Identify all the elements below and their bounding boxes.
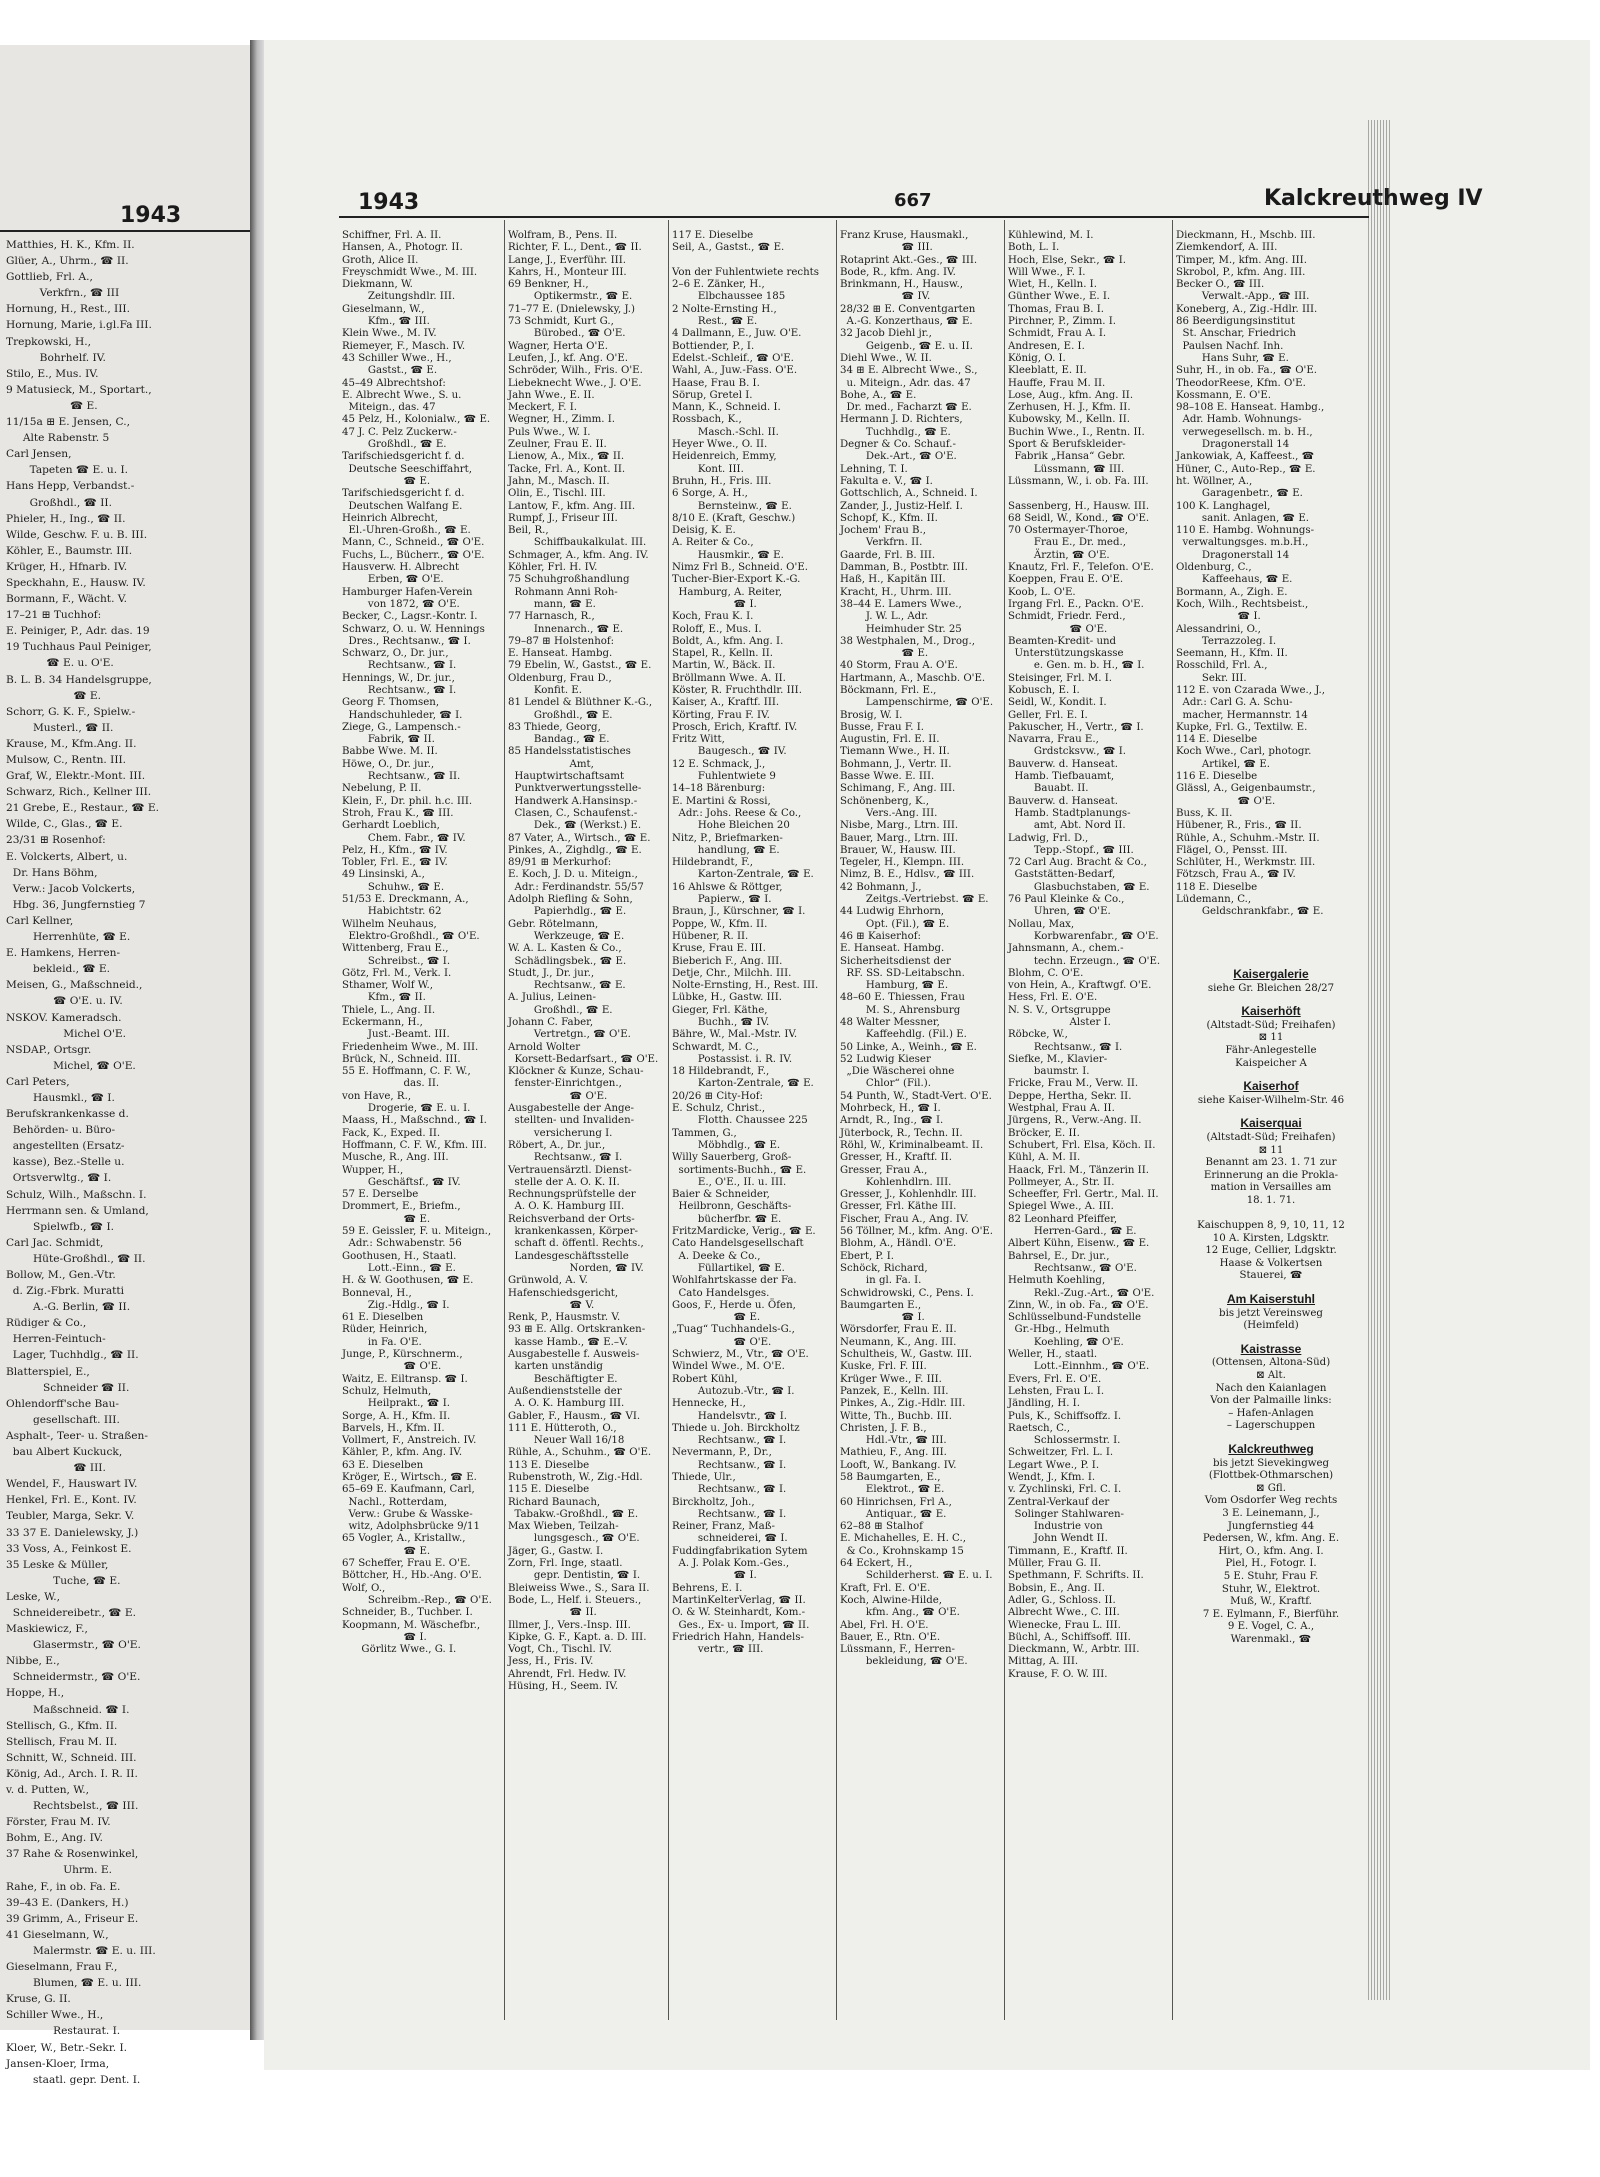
directory-column-2: Wolfram, B., Pens. II. Richter, F. L., Dent., ☎ II. Lange, J., Everführ. III. Kahrs, H., Monteur III. 69 Benkner, H., Optikermstr., ☎ E. 71–77 E. (Dnielewsky, J.) 73 Schmidt, Kurt G., Bürobed., ☎ O'E. Wagner, Herta O'E. Leufen, J., kf. Ang. O'E. Schröder, Wilh., Fris. O'E. Liebeknecht Wwe., J. O'E. Jahn Wwe., E. II. Meckert, F. I. Wegner, H., Zimm. I. Puls Wwe., W. I. Zeulner, Frau E. II. Lienow, A., Mix., ☎ II. Tacke, Frl. A., Kont. II. Jahn, M., Masch. II. Olin, E., Tischl. III. Lantow, F., kfm. Ang. III. Rumpf, J., Friseur III. Beil, R., Schiffbaukalkulat. III. Schmager, A., kfm. Ang. IV. Köhler, Frl. H. IV. 75 Schuhgroßhandlung Rohmann Anni Roh- mann, ☎ E. 77 Harnasch, R., Innenarch., ☎ E. 79–87 ⊞ Holstenhof: E. Hanseat. Hambg. 79 Ebelin, W., Gastst., ☎ E. Oldenburg, Frau D., Konfit. E. 81 Lendel & Blüthner K.-G., Großhdl., ☎ E. 83 Thiede, Georg, Bandag., ☎ E. 85 Handelsstatistisches Amt, Hauptwirtschaftsamt Punktverwertungsstelle- Handwerk A.Hansinsp.- Clasen, C., Schaufenst.- Dek., ☎ (Werkst.) E. 87 Vater, A., Wirtsch., ☎ E. Pinkes, A., Zighdlg., ☎ E. 89/91 ⊞ Merkurhof: E. Koch, J. D. u. Miteign., Adr.: Ferdinandstr. 55/57 Adolph Riefling & Sohn, Papierhdlg., ☎ E. Gebr. Rötelmann, Werkzeuge, ☎ E. W. A. L. Kasten & Co., Schädlingsbek., ☎ E. Studt, J., Dr. jur., Rechtsanw., ☎ E. A. Julius, Leinen- Großhdl., ☎ E. Johann C. Faber, Vertretgn., ☎ O'E. Arnold Wolter Korsett-Bedarfsart., ☎ O'E. Klöckner & Kunze, Schau- fenster-Einrichtgen., ☎ O'E. Ausgabestelle der Ange- stellten- und Invaliden- versicherung I. Röbert, A., Dr. jur., Rechtsanw., ☎ I. Vertrauensärztl. Dienst- stelle der A. O. K. II. Rechnungsprüfstelle der A. O. K. Hamburg III. Reichsverband der Orts- krankenkassen, Körper- schaft d. öffentl. Rechts., Landesgeschäftsstelle Norden, ☎ IV. Grünwold, A. V. Hafenschiedsgericht, ☎ V. Renk, P., Hausmstr. V. 93 ⊞ E. Allg. Ortskranken- kasse Hamb., ☎ E.–V. Ausgabestelle f. Ausweis- karten unständig Beschäftigter E. Außendienststelle der A. O. K. Hamburg III. Gabler, F., Hausm., ☎ VI. 111 E. Hütteroth, O., Neuer Wall 16/18 Rühle, A., Schuhm., ☎ O'E. 113 E. Dieselbe Rubenstroth, W., Zig.-Hdl. 115 E. Dieselbe Richard Baunach, Tabakw.-Großhdl., ☎ E. Max Wieben, Teilzah- lungsgesch., ☎ O'E. Jäger, G., Gastw. I. Zorn, Frl. Inge, staatl. gepr. Dentistin, ☎ I. Bleiweiss Wwe., S., Sara II. Bode, L., Helf. i. Steuers., ☎ II. Illmer, J., Vers.-Insp. III. Kipke, G. F., Kapt. a. D. III. Vogt, Ch., Tischl. IV. Jess, H., Fris. IV. Ahrendt, Frl. Hedw. IV. Hüsing, H., Seem. IV. — [508, 230, 659, 1693]
street-line: 3 E. Leinemann, J., — [1222, 1507, 1320, 1519]
page-number: 667 — [894, 190, 932, 211]
street-line: 5 E. Stuhr, Frau F. — [1223, 1570, 1319, 1582]
street-line: mation in Versailles am — [1210, 1182, 1332, 1194]
col-divider — [1172, 220, 1173, 2020]
street-block — [1176, 1080, 1366, 1107]
street-block — [1176, 1005, 1366, 1070]
street-line: (Heimfeld) — [1243, 1320, 1299, 1332]
street-line: Warenmakl., ☎ — [1230, 1633, 1312, 1645]
street-line: 7 E. Eylmann, F., Bierführ. — [1202, 1608, 1340, 1620]
street-line: (Altstadt-Süd; Freihafen) — [1206, 1019, 1336, 1031]
street-line: Fähr-Anlegestelle — [1225, 1044, 1317, 1056]
street-title: Kaiserquai — [1240, 1116, 1302, 1131]
street-line: 12 Euge, Cellier, Ldgsktr. — [1205, 1245, 1337, 1257]
left-page — [0, 45, 261, 2086]
street-line: 18. 1. 71. — [1246, 1194, 1296, 1206]
street-line: ⊠ 11 — [1258, 1144, 1284, 1156]
street-line: Stuhr, W., Elektrot. — [1221, 1583, 1321, 1595]
directory-column-1: Schiffner, Frl. A. II. Hansen, A., Photogr. II. Groth, Alice II. Freyschmidt Wwe., M. III. Diekmann, W. Zeitungshdlr. III. Gieselmann, W., Kfm., ☎ III. Klein Wwe., M. IV. Riemeyer, F., Masch. IV. 43 Schiller Wwe., H., Gastst., ☎ E. 45–49 Albrechtshof: E. Albrecht Wwe., S. u. Miteign., das. 47 45 Pelz, H., Kolonialw., ☎ E. 47 J. C. Pelz Zuckerw.- Großhdl., ☎ E. Tarifschiedsgericht f. d. Deutsche Seeschiffahrt, ☎ E. Tarifschiedsgericht f. d. Deutschen Walfang E. Heinrich Albrecht, El.-Uhren-Großh., ☎ E. Mann, C., Schneid., ☎ O'E. Fuchs, L., Bücherr., ☎ O'E. Hausverw. H. Albrecht Erben, ☎ O'E. Hamburger Hafen-Verein von 1872, ☎ O'E. Becker, C., Lagsr.-Kontr. I. Schwarz, O. u. W. Hennings Dres., Rechtsanw., ☎ I. Schwarz, O., Dr. jur., Rechtsanw., ☎ I. Hennings, W., Dr. jur., Rechtsanw., ☎ I. Georg F. Thomsen, Handschuhleder, ☎ I. Ziege, G., Lampensch.- Fabrik, ☎ II. Babbe Wwe. M. II. Höwe, O., Dr. jur., Rechtsanw., ☎ II. Nebelung, P. II. Klein, F., Dr. phil. h.c. III. Stroh, Frau K., ☎ III. Gerhardt Loeblich, Chem. Fabr., ☎ IV. Pelz, H., Kfm., ☎ IV. Tobler, Frl. E., ☎ IV. 49 Linsinski, A., Schuhw., ☎ E. 51/53 E. Dreckmann, A., Habichtstr. 62 Wilhelm Neuhaus, Elektro-Großhdl., ☎ O'E. Wittenberg, Frau E., Schreibst., ☎ I. Götz, Frl. M., Verk. I. Sthamer, Wolf W., Kfm., ☎ II. Thiele, L., Ang. II. Eckermann, H., Just.-Beamt. III. Friedenheim Wwe., M. III. Brück, N., Schneid. III. 55 E. Hoffmann, C. F. W., das. II. von Have, R., Drogerie, ☎ E. u. I. Maass, H., Maßschnd., ☎ I. Fack, K., Exped. II. Hoffmann, C. F. W., Kfm. III. Musche, R., Ang. III. Wupper, H., Geschäftsf., ☎ IV. 57 E. Derselbe Drommert, E., Briefm., ☎ E. 59 E. Geissler, F. u. Miteign., Adr.: Schwabenstr. 56 Goothusen, H., Staatl. Lott.-Einn., ☎ E. H. & W. Goothusen, ☎ E. Bonneval, H., Zig.-Hdlg., ☎ I. 61 E. Dieselben Rüder, Heinrich, in Fa. O'E. Junge, P., Kürschnerm., ☎ O'E. Waitz, E. Eiltransp. ☎ I. Schulz, Helmuth, Heilprakt., ☎ I. Sorge, A. H., Kfm. II. Barvels, H., Kfm. II. Vollmert, F., Anstreich. IV. Kähler, P., kfm. Ang. IV. 63 E. Dieselben Kröger, E., Wirtsch., ☎ E. 65–69 E. Kaufmann, Carl, Nachl., Rotterdam, Verw.: Grube & Wasske- witz, Adolphsbrücke 9/11 65 Vogler, A., Kristallw., ☎ E. 67 Scheffer, Frau E. O'E. Böttcher, H., Hb.-Ang. O'E. Wolf, O., Schreibm.-Rep., ☎ O'E. Schneider, B., Tuchber. I. Koopmann, M. Wäschefbr., ☎ I. Görlitz Wwe., G. I. — [342, 230, 492, 1656]
col-divider — [668, 220, 669, 2020]
street-line: Jungfernstieg 44 — [1227, 1520, 1315, 1532]
street-block — [1176, 1293, 1366, 1333]
street-line: ⊠ Alt. — [1256, 1370, 1286, 1382]
street-line: siehe Kaiser-Wilhelm-Str. 46 — [1197, 1094, 1345, 1106]
street-title: Kalckreuthweg — [1228, 1442, 1314, 1456]
street-line: Vom Osdorfer Weg rechts — [1204, 1495, 1338, 1507]
street-title: Kaiserhöft — [1241, 1004, 1301, 1019]
street-line: Muß, W., Kraftf. — [1230, 1596, 1312, 1608]
street-line: Benannt am 23. 1. 71 zur — [1205, 1157, 1337, 1169]
left-page-year: 1943 — [120, 203, 182, 228]
street-line: (Flottbek-Othmarschen) — [1208, 1470, 1334, 1482]
street-line: Kaispeicher A — [1235, 1057, 1307, 1069]
street-line: – Hafen-Anlagen — [1228, 1407, 1314, 1419]
street-line: Piel, H., Fotogr. I. — [1225, 1558, 1317, 1570]
header-rule — [339, 216, 1369, 218]
col-divider — [836, 220, 837, 2020]
street-line: Haase & Volkertsen — [1219, 1257, 1323, 1269]
street-title: Kaistrasse — [1240, 1341, 1302, 1356]
street-title: Kaisergalerie — [1233, 967, 1309, 981]
street-line: – Lagerschuppen — [1226, 1420, 1316, 1432]
street-line: siehe Gr. Bleichen 28/27 — [1207, 982, 1335, 994]
street-line: Hirt, O., kfm. Ang. I. — [1218, 1545, 1324, 1557]
street-line: Erinnerung an die Prokla- — [1203, 1169, 1339, 1181]
street-line: Von der Palmaille links: — [1210, 1395, 1332, 1407]
col-divider — [504, 220, 505, 2020]
directory-column-3: 117 E. Dieselbe Seil, A., Gastst., ☎ E. Von der Fuhlentwiete rechts 2–6 E. Zänker, H., Elbchaussee 185 2 Nolte-Ernsting H., Rest., ☎ E. 4 Dallmann, E., Juw. O'E. Bottiender, P., I. Edelst.-Schleif., ☎ O'E. Wahl, A., Juw.-Fass. O'E. Haase, Frau B. I. Sörup, Gretel I. Mann, K., Schneid. I. Rossbach, K., Masch.-Schl. II. Heyer Wwe., O. II. Heidenreich, Emmy, Kont. III. Bruhn, H., Fris. III. 6 Sorge, A. H., Bernsteinw., ☎ E. 8/10 E. (Kraft, Geschw.) Deisig, K. E. A. Reiter & Co., Hausmkir., ☎ E. Nimz Frl B., Schneid. O'E. Tucher-Bier-Export K.-G. Hamburg, A. Reiter, ☎ I. Koch, Frau K. I. Roloff, E., Mus. I. Boldt, A., kfm. Ang. I. Stapel, R., Kelln. II. Martin, W., Bäck. II. Bröllmann Wwe. A. II. Köster, R. Fruchthdlr. III. Kaiser, A., Kraftf. III. Körting, Frau F. IV. Prosch, Erich, Kraftf. IV. Fritz Witt, Baugesch., ☎ IV. 12 E. Schmack, J., Fuhlentwiete 9 14–18 Bärenburg: E. Martini & Rossi, Adr.: Johs. Reese & Co., Hohe Bleichen 20 Nitz, P., Briefmarken- handlung, ☎ E. Hildebrandt, F., Karton-Zentrale, ☎ E. 16 Ahlswe & Röttger, Papierw., ☎ I. Braun, J., Kürschner, ☎ I. Poppe, W., Kfm. II. Hübener, R. II. Kruse, Frau E. III. Bieberich F., Ang. III. Detje, Chr., Milchh. III. Nolte-Ernsting, H., Rest. III. Lübke, H., Gastw. III. Gieger, Frl. Käthe, Buchh., ☎ IV. Bähre, W., Mal.-Mstr. IV. Schwardt, M. C., Postassist. i. R. IV. 18 Hildebrandt, F., Karton-Zentrale, ☎ E. 20/26 ⊞ City-Hof: E. Schulz, Christ., Flotth. Chaussee 225 Tammen, G., Möbhdlg., ☎ E. Willy Sauerberg, Groß- sortiments-Buchh., ☎ E. E., O'E., II. u. III. Baier & Schneider, Heilbronn, Geschäfts- bücherfbr. ☎ E. FritzMardicke, Verig., ☎ E. Cato Handelsgesellschaft A. Deeke & Co., Füllartikel, ☎ E. Wohlfahrtskasse der Fa. Cato Handelsges. Goos, F., Herde u. Öfen, ☎ E. „Tuag“ Tuchhandels-G., ☎ O'E. Schwierz, M., Vtr., ☎ O'E. Windel Wwe., M. O'E. Robert Kühl, Autozub.-Vtr., ☎ I. Hennecke, H., Handelsvtr., ☎ I. Thiede u. Joh. Birckholtz Rechtsanw., ☎ I. Nevermann, P., Dr., Rechtsanw., ☎ I. Thiede, Ulr., Rechtsanw., ☎ I. Birckholtz, Joh., Rechtsanw., ☎ I. Reiner, Franz, Maß- schneiderei, ☎ I. Fuddingfabrikation Sytem A. J. Polak Kom.-Ges., ☎ I. Behrens, E. I. MartinKelterVerlag, ☎ II. O. & W. Steinhardt, Kom.- Ges., Ex- u. Import, ☎ II. Friedrich Hahn, Handels- vertr., ☎ III. — [672, 230, 820, 1656]
street-line: bis jetzt Sievekingweg — [1212, 1457, 1330, 1469]
col-divider — [1004, 220, 1005, 2020]
street-title: Am Kaiserstuhl — [1226, 1292, 1316, 1307]
street-headings-block — [1176, 962, 1366, 2022]
left-page-column: Matthies, H. K., Kfm. II. Glüer, A., Uhrm., ☎ II. Gottlieb, Frl. A., Verkfrn., ☎ III Hornung, H., Rest., III. Hornung, Marie, i.gl.Fa III. Trepkowski, H., Bohrhelf. IV. Stilo, E., Mus. IV. 9 Matusieck, M., Sportart., ☎ E. 11/15a ⊞ E. Jensen, C., Alte Rabenstr. 5 Carl Jensen, Tapeten ☎ E. u. I. Hans Hepp, Verbandst.- Großhdl., ☎ II. Phieler, H., Ing., ☎ II. Wilde, Geschw. F. u. B. III. Köhler, E., Baumstr. III. Krüger, H., Hfnarb. IV. Speckhahn, E., Hausw. IV. Bormann, F., Wächt. V. 17–21 ⊞ Tuchhof: E. Peiniger, P., Adr. das. 19 19 Tuchhaus Paul Peiniger, ☎ E. u. O'E. B. L. B. 34 Handelsgruppe, ☎ E. Schorr, G. K. F., Spielw.- Musterl., ☎ II. Krause, M., Kfm.Ang. II. Mulsow, C., Rentn. III. Graf, W., Elektr.-Mont. III. Schwarz, Rich., Kellner III. 21 Grebe, E., Restaur., ☎ E. Wilde, C., Glas., ☎ E. 23/31 ⊞ Rosenhof: E. Volckerts, Albert, u. Dr. Hans Böhm, Verw.: Jacob Volckerts, Hbg. 36, Jungfernstieg 7 Carl Kellner, Herrenhüte, ☎ E. E. Hamkens, Herren- bekleid., ☎ E. Meisen, G., Maßschneid., ☎ O'E. u. IV. NSKOV. Kameradsch. Michel O'E. NSDAP., Ortsgr. Michel, ☎ O'E. Carl Peters, Hausmkl., ☎ I. Berufskrankenkasse d. Behörden- u. Büro- angestellten (Ersatz- kasse), Bez.-Stelle u. Ortsverwltg., ☎ I. Schulz, Wilh., Maßschn. I. Herrmann sen. & Umland, Spielwfb., ☎ I. Carl Jac. Schmidt, Hüte-Großhdl., ☎ II. Bollow, M., Gen.-Vtr. d. Zig.-Fbrk. Muratti A.-G. Berlin, ☎ II. Rüdiger & Co., Herren-Feintuch- Lager, Tuchhdlg., ☎ II. Blatterspiel, E., Schneider ☎ II. Ohlendorff'sche Bau- gesellschaft. III. Asphalt-, Teer- u. Straßen- bau Albert Kuckuck, ☎ III. Wendel, F., Hauswart IV. Henkel, Frl. E., Kont. IV. Teubler, Marga, Sekr. V. 33 37 E. Danielewsky, J.) 33 Voss, A., Feinkost E. 35 Leske & Müller, Tuche, ☎ E. Leske, W., Schneidereibetr., ☎ E. Maskiewicz, F., Glasermstr., ☎ O'E. Nibbe, E., Schneidermstr., ☎ O'E. Hoppe, H., Maßschneid. ☎ I. Stellisch, G., Kfm. II. Stellisch, Frau M. II. Schnitt, W., Schneid. III. König, Ad., Arch. I. R. II. v. d. Putten, W., Rechtsbelst., ☎ III. Förster, Frau M. IV. Bohm, E., Ang. IV. 37 Rahe & Rosenwinkel, Uhrm. E. Rahe, F., in ob. Fa. E. 39–43 E. (Dankers, H.) 39 Grimm, A., Friseur E. 41 Gieselmann, W., Malermstr. ☎ E. u. III. Gieselmann, Frau F., Blumen, ☎ E. u. III. Kruse, G. II. Schiller Wwe., H., Restaurat. I. Kloer, W., Betr.-Sekr. I. Jansen-Kloer, Irma, staatl. gepr. Dent. I. — [6, 239, 160, 2086]
street-block — [1176, 1117, 1366, 1283]
street-line — [1176, 1208, 1366, 1221]
left-header-rule — [0, 230, 250, 232]
street-line: Nach den Kaianlagen — [1215, 1382, 1327, 1394]
street-block — [1176, 968, 1366, 995]
street-line: 9 E. Vogel, C. A., — [1227, 1621, 1315, 1633]
right-page — [264, 40, 1590, 2070]
street-line: (Ottensen, Altona-Süd) — [1211, 1357, 1331, 1369]
street-block — [1176, 1443, 1366, 1647]
street-line: ⊠ 11 — [1258, 1032, 1284, 1044]
street-line: Pedersen, W., kfm. Ang. E. — [1202, 1533, 1340, 1545]
directory-column-4: Franz Kruse, Hausmakl., ☎ III. Rotaprint Akt.-Ges., ☎ III. Bode, R., kfm. Ang. IV. Brinkmann, H., Hausw., ☎ IV. 28/32 ⊞ E. Conventgarten A.-G. Konzerthaus, ☎ E. 32 Jacob Diehl jr., Geigenb., ☎ E. u. II. Diehl Wwe., W. II. 34 ⊞ E. Albrecht Wwe., S., u. Miteign., Adr. das. 47 Bohe, A., ☎ E. Dr. med., Facharzt ☎ E. Hermann J. D. Richters, Tuchhdlg., ☎ E. Degner & Co. Schauf.- Dek.-Art., ☎ O'E. Lehning, T. I. Fakulta e. V., ☎ I. Gottschlich, A., Schneid. I. Zander, J., Justiz-Helf. I. Schopf, K., Kfm. II. Jochem' Frau B., Verkfrn. II. Gaarde, Frl. B. III. Damman, B., Postbtr. III. Haß, H., Kapitän III. Kracht, H., Uhrm. III. 38–44 E. Lamers Wwe., J. W. L., Adr. Heimhuder Str. 25 38 Westphalen, M., Drog., ☎ E. 40 Storm, Frau A. O'E. Hartmann, A., Maschb. O'E. Böckmann, Frl. E., Lampenschirme, ☎ O'E. Brosig, W. I. Busse, Frau F. I. Augustin, Frl. E. II. Tiemann Wwe., H. II. Bohmann, J., Vertr. II. Basse Wwe. E. III. Schimang, F., Ang. III. Schönenberg, K., Vers.-Ang. III. Nisbe, Marg., Ltrn. III. Bauer, Marg., Ltrn. III. Brauer, W., Hausw. III. Tegeler, H., Klempn. III. Nimz, B. E., Hdlsv., ☎ III. 42 Bohmann, J., Zeitgs.-Vertriebst. ☎ E. 44 Ludwig Ehrhorn, Opt. (Fil.), ☎ E. 46 ⊞ Kaiserhof: E. Hanseat. Hambg. Sicherheitsdienst der RF. SS. SD-Leitabschn. Hamburg, ☎ E. 48–60 E. Thiessen, Frau M. S., Ahrensburg 48 Walter Messner, Kaffeehdlg. (Fil.) E. 50 Linke, A., Weinh., ☎ E. 52 Ludwig Kieser „Die Wäscherei ohne Chlor“ (Fil.). 54 Punth, W., Stadt-Vert. O'E. Mohrbeck, H., ☎ I. Arndt, R., Ing., ☎ I. Jüterbock, R., Techn. II. Röhl, W., Kriminalbeamt. II. Gresser, H., Kraftf. II. Gresser, Frau A., Kohlenhdlrn. III. Gresser, J., Kohlenhdlr. III. Gresser, Frl. Käthe III. Fischer, Frau A., Ang. IV. 56 Töllner, M., kfm. Ang. O'E. Blohm, A., Händl. O'E. Ebert, P. I. Schöck, Richard, in gl. Fa. I. Schwidrowski, C., Pens. I. Baumgarten E., ☎ I. Wörsdorfer, Frau E. II. Neumann, K., Ang. III. Schultheis, W., Gastw. III. Kuske, Frl. F. III. Krüger Wwe., F. III. Panzek, E., Kelln. III. Pinkes, A., Zig.-Hdlr. III. Witte, Th., Buchb. III. Christen, J. F. B., Hdl.-Vtr., ☎ III. Mathieu, F., Ang. III. Looft, W., Bankang. IV. 58 Baumgarten, E., Elektrot., ☎ E. 60 Hinrichsen, Frl A., Antiquar., ☎ E. 62–88 ⊞ Stalhof E. Michahelles, E. H. C., & Co., Krohnskamp 15 64 Eckert, H., Schilderherst. ☎ E. u. I. Kraft, Frl. E. O'E. Koch, Alwine-Hilde, kfm. Ang., ☎ O'E. Abel, Frl. H. O'E. Bauer, E., Rtn. O'E. Lüssmann, F., Herren- bekleidung, ☎ O'E. — [840, 230, 994, 1668]
street-line: Stauerei, ☎ — [1239, 1270, 1303, 1282]
running-head: Kalckreuthweg IV — [1264, 186, 1483, 211]
directory-column-5: Kühlewind, M. I. Both, L. I. Hoch, Else, Sekr., ☎ I. Will Wwe., F. I. Wiet, H., Kelln. I. Günther Wwe., E. I. Thomas, Frau B. I. Pirchner, P., Zimm. I. Schmidt, Frau A. I. Andresen, E. I. König, O. I. Kleeblatt, E. II. Hauffe, Frau M. II. Lose, Aug., kfm. Ang. II. Zerhusen, H. J., Kfm. II. Kubowsky, M., Kelln. II. Buchin Wwe., I., Rentn. II. Sport & Berufskleider- Fabrik „Hansa“ Gebr. Lüssmann, ☎ III. Lüssmann, W., i. ob. Fa. III. Sassenberg, H., Hausw. III. 68 Seidl, W., Kond., ☎ O'E. 70 Ostermayer-Thoroe, Frau E., Dr. med., Ärztin, ☎ O'E. Knautz, Frl. F., Telefon. O'E. Koeppen, Frau E. O'E. Koob, L. O'E. Irgang Frl. E., Packn. O'E. Schmidt, Friedr. Ferd., ☎ O'E. Beamten-Kredit- und Unterstützungskasse e. Gen. m. b. H., ☎ I. Steisinger, Frl. M. I. Kobusch, E. I. Seidl, W., Kondit. I. Geller, Frl. E. I. Pakuscher, H., Vertr., ☎ I. Navarra, Frau E., Grdstcksvw., ☎ I. Bauverw. d. Hanseat. Hamb. Tiefbauamt, Bauabt. II. Bauverw. d. Hanseat. Hamb. Stadtplanungs- amt, Abt. Nord II. Ladwig, Frl. D., Tepp.-Stopf., ☎ III. 72 Carl Aug. Bracht & Co., Gaststätten-Bedarf, Glasbuchstaben, ☎ E. 76 Paul Kleinke & Co., Uhren, ☎ O'E. Nollau, Max, Korbwarenfabr., ☎ O'E. Jahnsmann, A., chem.- techn. Erzeugn., ☎ O'E. Blohm, C. O'E. von Hein, A., Kraftwgf. O'E. Hess, Frl. E. O'E. N. S. V., Ortsgruppe Alster I. Röbcke, W., Rechtsanw., ☎ I. Siefke, M., Klavier- baumstr. I. Fricke, Frau M., Verw. II. Deppe, Hertha, Sekr. II. Westphal, Frau A. II. Jürgens, R., Verw.-Ang. II. Bröcker, E. II. Schubert, Frl. Elsa, Köch. II. Kühl, A. M. II. Haack, Frl. M., Tänzerin II. Pollmeyer, A., Str. II. Scheeffer, Frl. Gertr., Mal. II. Spiegel Wwe., A. III. 82 Leonhard Pfeiffer, Herren-Gard., ☎ E. Albert Kühn, Eisenw., ☎ E. Bahrsel, E., Dr. jur., Rechtsanw., ☎ O'E. Helmuth Koehling, Rekl.-Zug.-Art., ☎ O'E. Zinn, W., in ob. Fa., ☎ O'E. Schlüsselbund-Fundstelle Gr.-Hbg., Helmuth Koehling, ☎ O'E. Weller, H., staatl. Lott.-Einnhm., ☎ O'E. Evers, Frl. E. O'E. Lehsten, Frau L. I. Jändling, H. I. Puls, K., Schiffsoffz. I. Raetsch, C., Schlossermstr. I. Schweitzer, Frl. L. I. Legart Wwe., P. I. Wendt, J., Kfm. I. v. Zychlinski, Frl. C. I. Zentral-Verkauf der Solinger Stahlwaren- Industrie von John Wendt II. Timmann, E., Kraftf. II. Müller, Frau G. II. Spethmann, F. Schrifts. II. Bobsin, E., Ang. II. Adler, G., Schloss. II. Albrecht Wwe., C. III. Wienecke, Frau L. III. Büchl, A., Schiffsoff. III. Dieckmann, W., Arbtr. III. Mittag, A. III. Krause, F. O. W. III. — [1008, 230, 1161, 1680]
street-line: Kaischuppen 8, 9, 10, 11, 12 — [1197, 1220, 1345, 1232]
street-line: (Altstadt-Süd; Freihafen) — [1206, 1131, 1336, 1143]
street-block — [1176, 1343, 1366, 1433]
street-line: ⊠ Gfl. — [1256, 1482, 1286, 1494]
street-line: 10 A. Kirsten, Ldgsktr. — [1212, 1232, 1330, 1244]
directory-column-6: Dieckmann, H., Mschb. III. Ziemkendorf, A. III. Timper, M., kfm. Ang. III. Skrobol, P., kfm. Ang. III. Becker O., ☎ III. Verwalt.-App., ☎ III. Koneberg, A., Zig.-Hdlr. III. 86 Beerdigungsinstitut St. Anschar, Friedrich Paulsen Nachf. Inh. Hans Suhr, ☎ E. Suhr, H., in ob. Fa., ☎ O'E. TheodorReese, Kfm. O'E. Kossmann, E. O'E. 98–108 E. Hanseat. Hambg., Adr. Hamb. Wohnungs- verwegesellsch. m. b. H., Dragonerstall 14 Jankowiak, A, Kaffeest., ☎ Hüner, C., Auto-Rep., ☎ E. ht. Wöllner, A., Garagenbetr., ☎ E. 100 K. Langhagel, sanit. Anlagen, ☎ E. 110 E. Hambg. Wohnungs- verwaltungsges. m.b.H., Dragonerstall 14 Oldenburg, C., Kaffeehaus, ☎ E. Bormann, A., Zigh. E. Koch, Wilh., Rechtsbeist., ☎ I. Alessandrini, O., Terrazzoleg. I. Seemann, H., Kfm. II. Rosschild, Frl. A., Sekr. III. 112 E. von Czarada Wwe., J., Adr.: Carl G. A. Schu- macher, Hermannstr. 14 Kupke, Frl. G., Textilw. E. 114 E. Dieselbe Koch Wwe., Carl, photogr. Artikel, ☎ E. 116 E. Dieselbe Glässl, A., Geigenbaumstr., ☎ O'E. Buss, K. II. Hübener, R., Fris., ☎ II. Rühle, A., Schuhm.-Mstr. II. Flägel, O., Pensst. III. Schlüter, H., Werkmstr. III. Fötzsch, Frau A., ☎ IV. 118 E. Dieselbe Lüdemann, C., Geldschrankfabr., ☎ E. — [1176, 230, 1326, 918]
page-year: 1943 — [358, 190, 420, 215]
page-edge-hatching — [1368, 120, 1390, 2000]
street-line: bis jetzt Vereinsweg — [1219, 1307, 1323, 1319]
street-title: Kaiserhof — [1243, 1079, 1299, 1094]
